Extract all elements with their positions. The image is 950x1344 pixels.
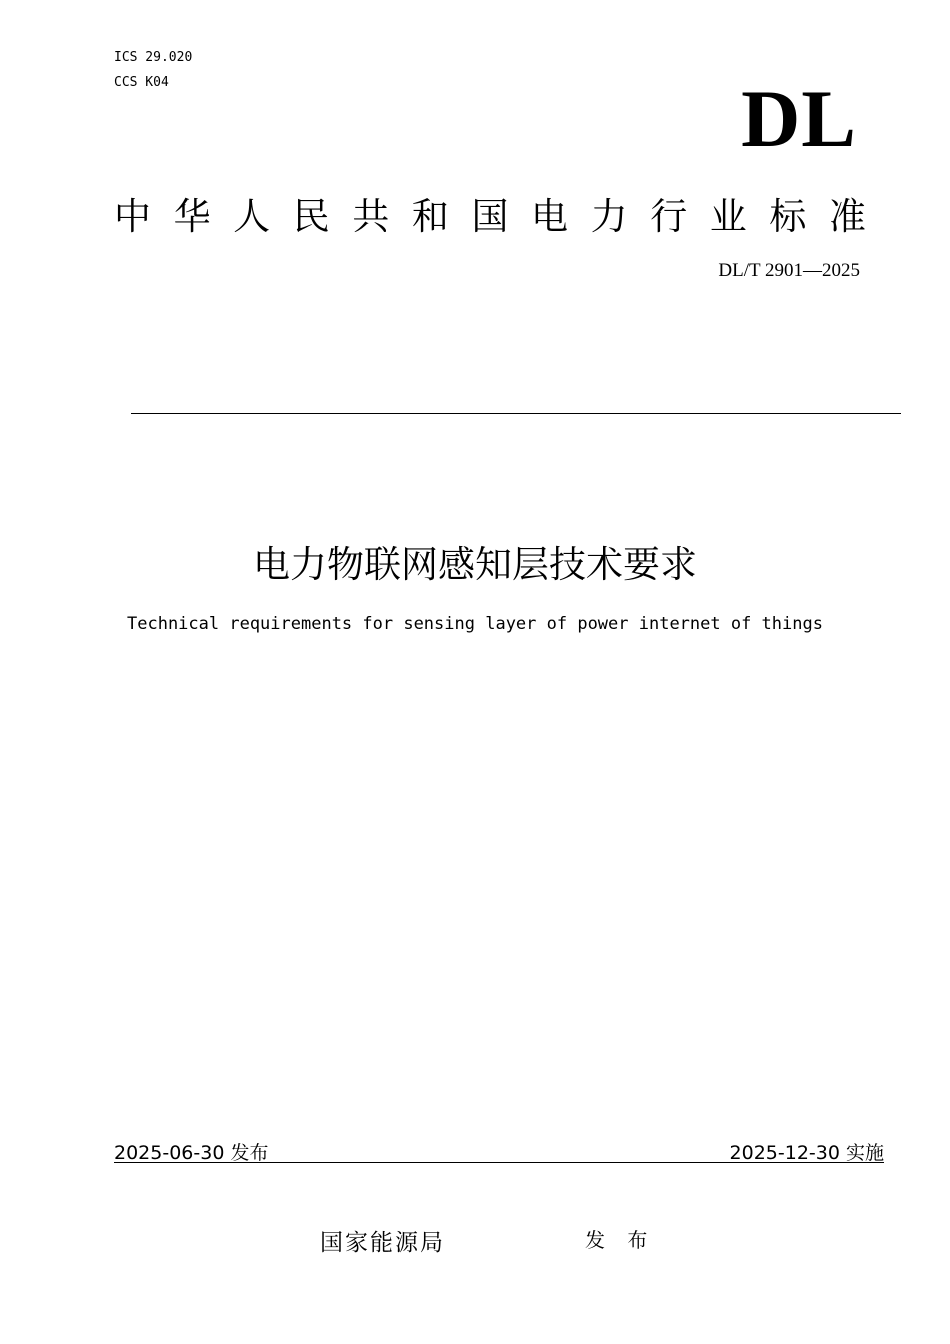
standard-type-char: 电: [531, 195, 569, 238]
standard-type-char: 民: [292, 195, 330, 238]
standard-type-char: 准: [828, 195, 866, 238]
standard-number: DL/T 2901—2025: [718, 260, 860, 281]
standard-type-char: 国: [471, 195, 509, 238]
ccs-code: CCS K04: [114, 75, 169, 90]
standard-type-char: 行: [650, 195, 688, 238]
document-title-english: Technical requirements for sensing layer of power internet of things: [127, 614, 823, 634]
standard-type-char: 中: [114, 195, 151, 238]
standard-type-char: 标: [769, 195, 807, 238]
ics-code: ICS 29.020: [114, 50, 193, 65]
top-divider: [131, 413, 901, 414]
standard-type-char: 华: [173, 195, 211, 238]
standard-type-char: 业: [709, 195, 747, 238]
implement-date: 2025-12-30 实施: [729, 1142, 884, 1164]
publish-date: 2025-06-30 发布: [114, 1142, 269, 1164]
dl-logo: DL: [741, 73, 857, 164]
standard-type-char: 力: [590, 195, 628, 238]
standard-type-char: 共: [352, 195, 390, 238]
issuing-authority: 国家能源局: [320, 1230, 445, 1256]
standard-type-title: [114, 186, 866, 240]
bottom-divider: [114, 1162, 884, 1163]
standard-type-char: 人: [233, 195, 271, 238]
standard-type-char: 和: [411, 195, 449, 238]
issue-label: 发 布: [585, 1228, 656, 1252]
document-title-chinese: 电力物联网感知层技术要求: [253, 543, 697, 586]
